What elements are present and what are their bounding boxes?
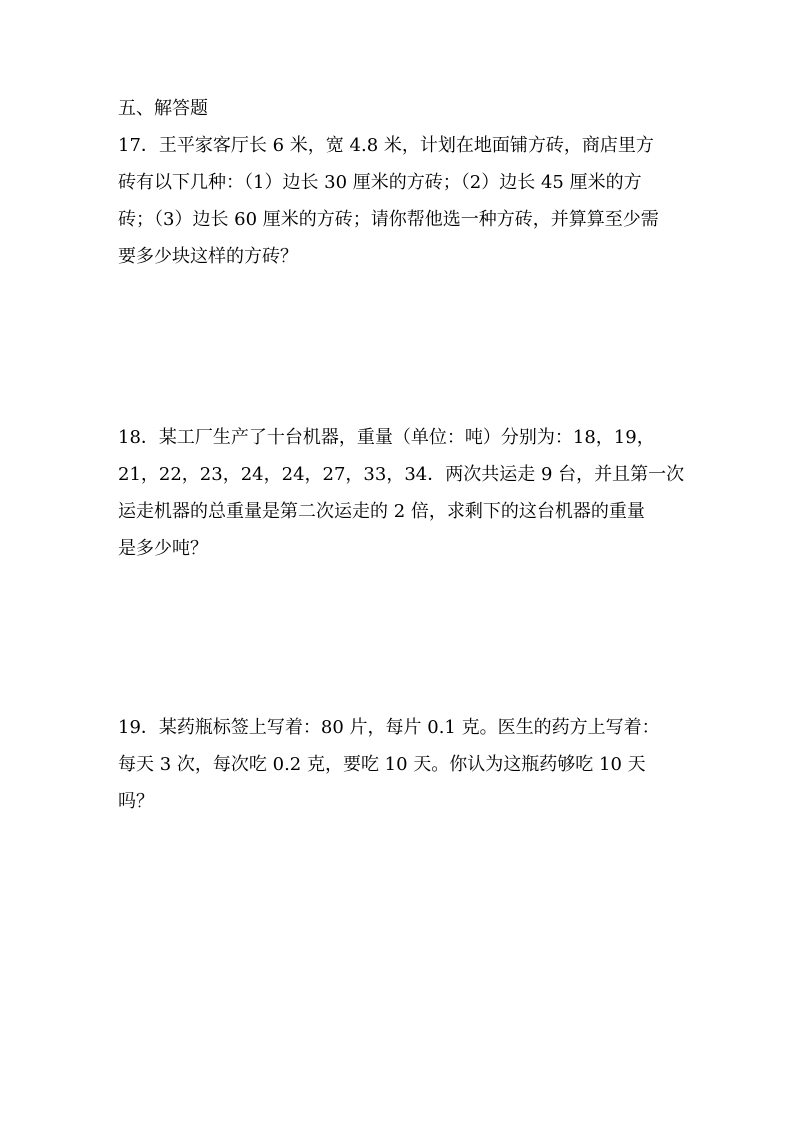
section-title: 五、解答题 bbox=[118, 98, 208, 119]
question-19-line-2: 每天 3 次，每次吃 0.2 克，要吃 10 天。你认为这瓶药够吃 10 天 bbox=[118, 754, 646, 775]
question-17-line-3: 砖；（3）边长 60 厘米的方砖；请你帮他选一种方砖，并算算至少需 bbox=[118, 209, 659, 230]
question-19 bbox=[118, 709, 678, 820]
question-18-line-1: 18．某工厂生产了十台机器，重量（单位：吨）分别为：18，19， bbox=[118, 427, 655, 448]
question-17 bbox=[118, 127, 678, 275]
question-18-line-3: 运走机器的总重量是第二次运走的 2 倍，求剩下的这台机器的重量 bbox=[118, 501, 645, 522]
question-19-line-3: 吗？ bbox=[118, 791, 154, 812]
question-19-line-1: 19．某药瓶标签上写着：80 片，每片 0.1 克。医生的药方上写着： bbox=[118, 717, 660, 738]
question-17-line-2: 砖有以下几种：（1）边长 30 厘米的方砖；（2）边长 45 厘米的方 bbox=[118, 172, 642, 193]
question-18-line-4: 是多少吨？ bbox=[118, 538, 208, 559]
question-18-line-2: 21，22，23，24，24，27，33，34．两次共运走 9 台，并且第一次 bbox=[118, 464, 685, 485]
question-17-line-4: 要多少块这样的方砖？ bbox=[118, 246, 298, 267]
question-18 bbox=[118, 419, 685, 567]
question-17-line-1: 17．王平家客厅长 6 米，宽 4.8 米，计划在地面铺方砖，商店里方 bbox=[118, 135, 654, 156]
